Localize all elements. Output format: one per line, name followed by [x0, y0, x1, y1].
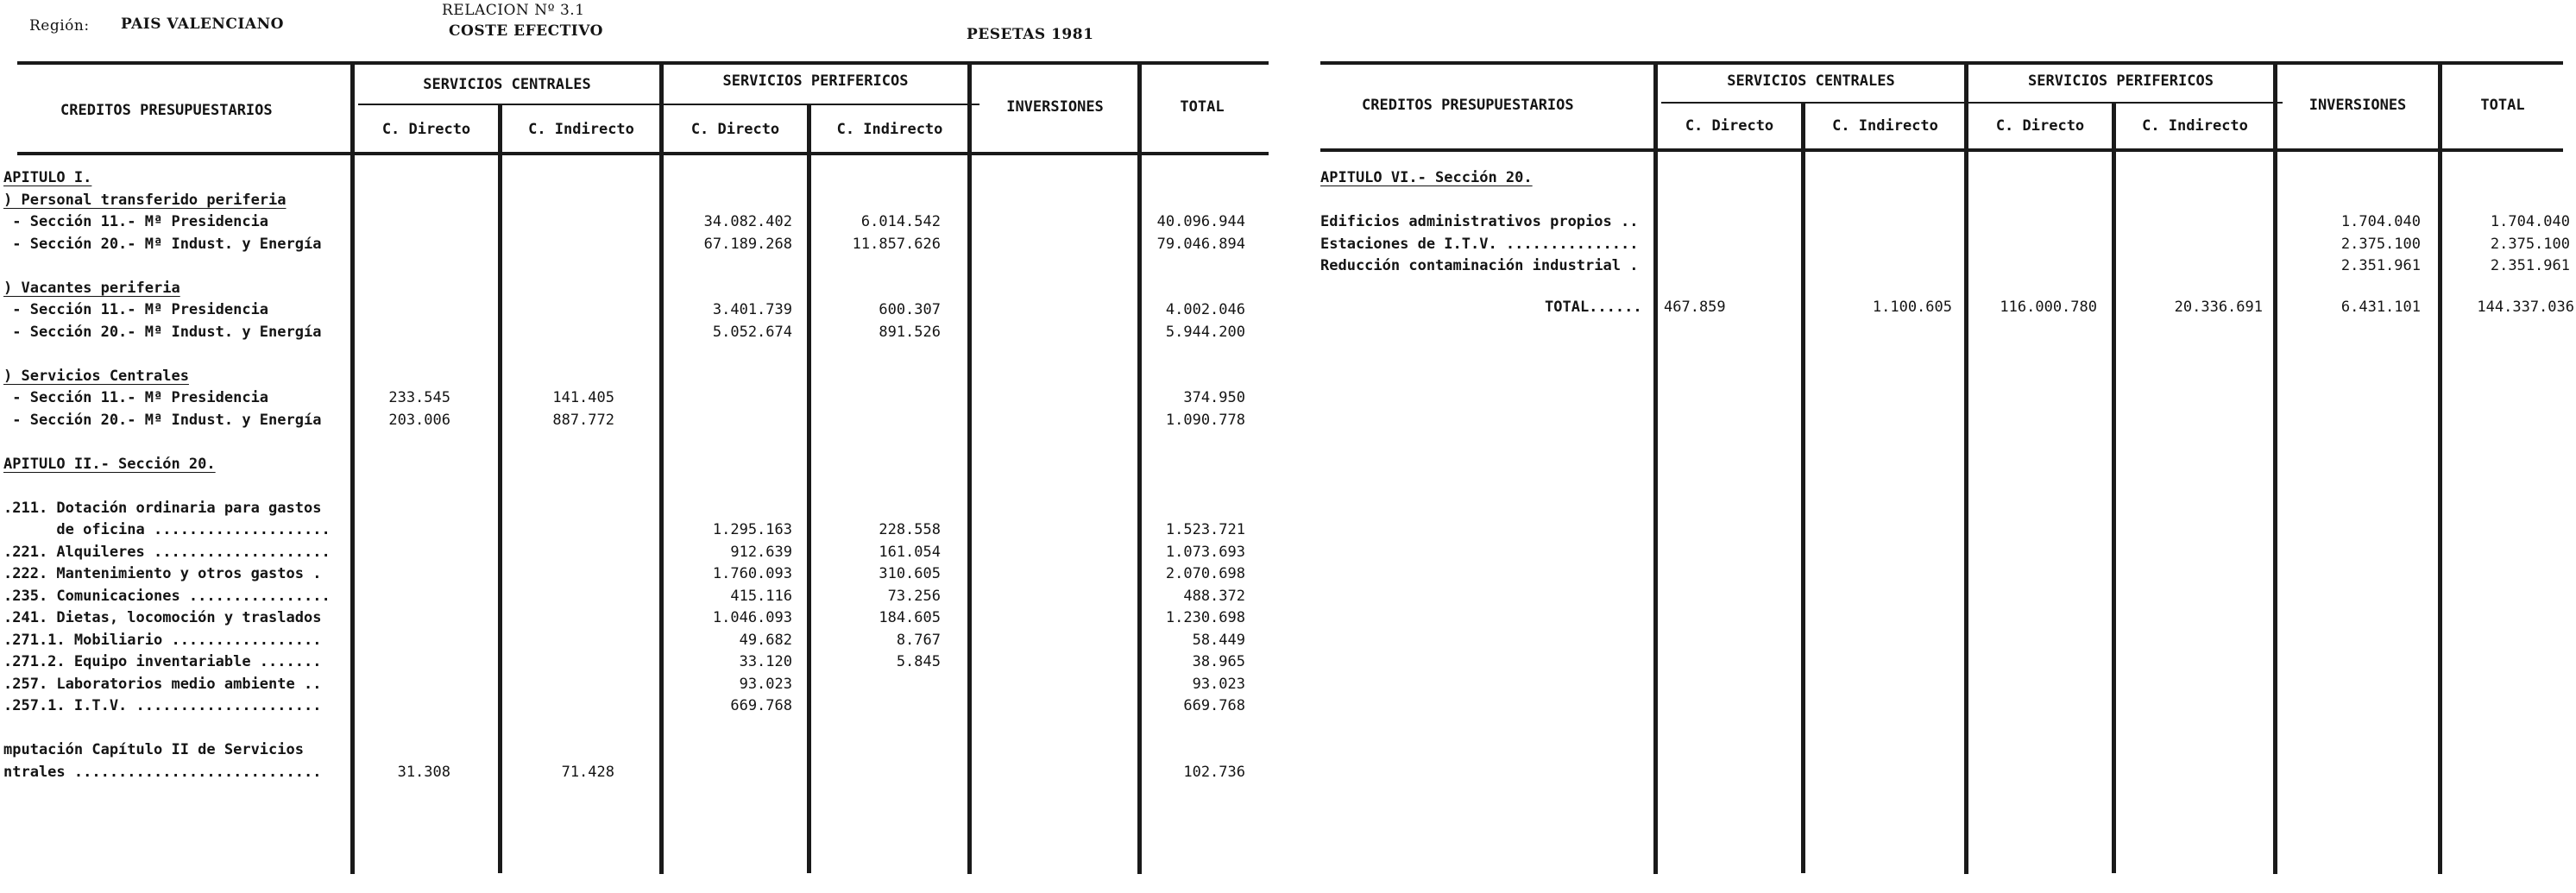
table-row [0, 368, 2576, 387]
table-row [0, 653, 2576, 672]
cell-total: 669.768 [1183, 697, 1245, 714]
col-header-c-directo: C. Directo [381, 121, 471, 138]
cell-total: 1.073.693 [1165, 543, 1245, 561]
left-header-bottom-rule [17, 152, 1269, 155]
row-label: .222. Mantenimiento y otros gastos . [3, 565, 322, 582]
table-row [0, 477, 2576, 496]
cell-inversiones: 2.351.961 [2340, 257, 2421, 274]
row-label: ntrales ............................ [3, 763, 322, 781]
table-row [0, 345, 2576, 364]
table-row [0, 433, 2576, 452]
col-header-inversiones: INVERSIONES [2308, 97, 2407, 114]
cell-total: 38.965 [1192, 653, 1245, 670]
cell-c-directo-central: 233.545 [388, 389, 450, 406]
table-row [0, 521, 2576, 540]
cell-total: 374.950 [1183, 389, 1245, 406]
col-header-inversiones: INVERSIONES [1006, 98, 1104, 116]
col-header-c-indirecto: C. Indirecto [836, 121, 943, 138]
cell-total: 40.096.944 [1156, 213, 1245, 230]
table-row [0, 412, 2576, 431]
cell-c-indirecto-central: 887.772 [552, 411, 614, 429]
cell-c-indirecto-periferia: 228.558 [879, 521, 941, 538]
row-label: .257. Laboratorios medio ambiente .. [3, 675, 322, 693]
cell-inversiones: 2.375.100 [2340, 235, 2421, 253]
table-row [0, 720, 2576, 739]
table-row [0, 544, 2576, 563]
cell-c-indirecto-periferia: 5.845 [896, 653, 941, 670]
col-header-c-indirecto: C. Indirecto [1832, 117, 1938, 135]
table-row [0, 565, 2576, 584]
col-header-servicios-perifericos: SERVICIOS PERIFERICOS [722, 72, 909, 90]
right-top-rule [1320, 61, 2563, 65]
row-label: mputación Capítulo II de Servicios [3, 741, 304, 758]
row-label: .221. Alquileres .................... [3, 543, 331, 561]
cell-total: 2.070.698 [1165, 565, 1245, 582]
row-label: - Sección 11.- Mª Presidencia [3, 389, 269, 406]
row-label: .211. Dotación ordinaria para gastos [3, 499, 322, 517]
coste-efectivo-label: COSTE EFECTIVO [449, 22, 603, 40]
cell-inversiones: 1.704.040 [2340, 213, 2421, 230]
cell-c-directo-central: 31.308 [397, 763, 450, 781]
row-label: de oficina .................... [3, 521, 331, 538]
table-row [0, 676, 2576, 695]
cell-total: 2.351.961 [2490, 257, 2570, 274]
row-label: - Sección 20.- Mª Indust. y Energía [3, 411, 322, 429]
cell-c-indirecto-central: 71.428 [561, 763, 614, 781]
table-row [0, 697, 2576, 716]
row-label: APITULO II.- Sección 20. [3, 455, 216, 473]
cell-c-directo-periferia: 415.116 [730, 587, 792, 605]
row-label: - Sección 20.- Mª Indust. y Energía [3, 323, 322, 341]
cell-c-indirecto-periferia: 600.307 [879, 301, 941, 318]
table-row [0, 632, 2576, 651]
cell-c-indirecto-periferia: 161.054 [879, 543, 941, 561]
col-header-creditos: CREDITOS PRESUPUESTARIOS [60, 102, 273, 119]
totals-total: 144.337.036 [2477, 299, 2574, 316]
table-row [0, 192, 2576, 211]
col-header-servicios-centrales: SERVICIOS CENTRALES [1727, 72, 1895, 90]
row-label: ) Servicios Centrales [3, 367, 189, 385]
right-header-bottom-rule [1320, 148, 2563, 152]
cell-c-directo-periferia: 1.295.163 [712, 521, 792, 538]
col-header-c-directo: C. Directo [1995, 117, 2085, 135]
cell-total: 93.023 [1192, 675, 1245, 693]
row-label: - Sección 11.- Mª Presidencia [3, 301, 269, 318]
cell-total: 1.704.040 [2490, 213, 2570, 230]
cell-c-indirecto-periferia: 11.857.626 [852, 235, 941, 253]
totals-c-directo-central: 467.859 [1664, 299, 1726, 316]
table-row [0, 257, 2576, 276]
cell-c-directo-periferia: 34.082.402 [703, 213, 792, 230]
cell-c-directo-periferia: 912.639 [730, 543, 792, 561]
cell-c-indirecto-periferia: 8.767 [896, 631, 941, 649]
table-row [0, 609, 2576, 628]
totals-inversiones: 6.431.101 [2340, 299, 2421, 316]
row-label: Edificios administrativos propios .. [1320, 213, 1639, 230]
left-subheader-rule [358, 104, 979, 105]
cell-c-directo-periferia: 93.023 [739, 675, 792, 693]
table-row [0, 236, 2576, 255]
cell-total: 488.372 [1183, 587, 1245, 605]
cell-total: 1.090.778 [1165, 411, 1245, 429]
cell-c-directo-periferia: 49.682 [739, 631, 792, 649]
table-row [0, 764, 2576, 783]
row-label: Estaciones de I.T.V. ............... [1320, 235, 1639, 253]
table-row [0, 324, 2576, 343]
cell-c-indirecto-periferia: 6.014.542 [860, 213, 941, 230]
row-label: ) Vacantes periferia [3, 279, 180, 297]
cell-c-directo-periferia: 669.768 [730, 697, 792, 714]
row-label: APITULO VI.- Sección 20. [1320, 169, 1533, 186]
cell-total: 4.002.046 [1165, 301, 1245, 318]
table-row [0, 169, 2576, 188]
row-label: ) Personal transferido periferia [3, 191, 287, 209]
totals-c-indirecto-periferia: 20.336.691 [2174, 299, 2263, 316]
cell-total: 58.449 [1192, 631, 1245, 649]
cell-c-directo-periferia: 33.120 [739, 653, 792, 670]
cell-c-directo-periferia: 3.401.739 [712, 301, 792, 318]
col-header-c-indirecto: C. Indirecto [528, 121, 634, 138]
row-label: APITULO I. [3, 169, 92, 186]
row-label: .271.1. Mobiliario ................. [3, 631, 322, 649]
table-row [0, 213, 2576, 232]
cell-total: 79.046.894 [1156, 235, 1245, 253]
cell-c-directo-central: 203.006 [388, 411, 450, 429]
totals-c-directo-periferia: 116.000.780 [2000, 299, 2097, 316]
totals-row [0, 299, 2576, 318]
row-label: - Sección 11.- Mª Presidencia [3, 213, 269, 230]
col-header-c-directo: C. Directo [690, 121, 780, 138]
cell-c-indirecto-periferia: 73.256 [887, 587, 941, 605]
cell-c-directo-periferia: 1.046.093 [712, 609, 792, 626]
col-header-total: TOTAL [2480, 97, 2525, 114]
left-top-rule [17, 61, 1269, 65]
cell-c-indirecto-periferia: 891.526 [879, 323, 941, 341]
table-row [0, 280, 2576, 299]
table-row [0, 456, 2576, 475]
row-label: - Sección 20.- Mª Indust. y Energía [3, 235, 322, 253]
row-label: Reducción contaminación industrial . [1320, 257, 1639, 274]
region-value: PAIS VALENCIANO [121, 16, 284, 33]
cell-c-indirecto-central: 141.405 [552, 389, 614, 406]
cell-total: 1.230.698 [1165, 609, 1245, 626]
cell-total: 102.736 [1183, 763, 1245, 781]
table-row [0, 741, 2576, 760]
col-header-creditos: CREDITOS PRESUPUESTARIOS [1362, 97, 1574, 114]
cell-total: 2.375.100 [2490, 235, 2570, 253]
col-header-c-directo: C. Directo [1685, 117, 1774, 135]
row-label: .257.1. I.T.V. ..................... [3, 697, 322, 714]
totals-label: TOTAL...... [1545, 299, 1642, 316]
cell-c-indirecto-periferia: 310.605 [879, 565, 941, 582]
table-row [0, 588, 2576, 607]
relacion-label: RELACION Nº 3.1 [442, 2, 585, 19]
right-subheader-rule [1661, 102, 2283, 104]
row-label: .235. Comunicaciones ................ [3, 587, 331, 605]
cell-c-indirecto-periferia: 184.605 [879, 609, 941, 626]
col-header-servicios-centrales: SERVICIOS CENTRALES [423, 76, 591, 93]
cell-c-directo-periferia: 5.052.674 [712, 323, 792, 341]
cell-c-directo-periferia: 67.189.268 [703, 235, 792, 253]
col-header-servicios-perifericos: SERVICIOS PERIFERICOS [2028, 72, 2214, 90]
region-label: Región: [29, 17, 90, 35]
pesetas-label: PESETAS 1981 [967, 26, 1094, 43]
table-row [0, 389, 2576, 408]
cell-total: 5.944.200 [1165, 323, 1245, 341]
col-header-c-indirecto: C. Indirecto [2142, 117, 2248, 135]
cell-c-directo-periferia: 1.760.093 [712, 565, 792, 582]
cell-total: 1.523.721 [1165, 521, 1245, 538]
table-row [0, 500, 2576, 519]
col-header-total: TOTAL [1180, 98, 1225, 116]
row-label: .271.2. Equipo inventariable ....... [3, 653, 322, 670]
totals-c-indirecto-central: 1.100.605 [1872, 299, 1952, 316]
row-label: .241. Dietas, locomoción y traslados [3, 609, 322, 626]
